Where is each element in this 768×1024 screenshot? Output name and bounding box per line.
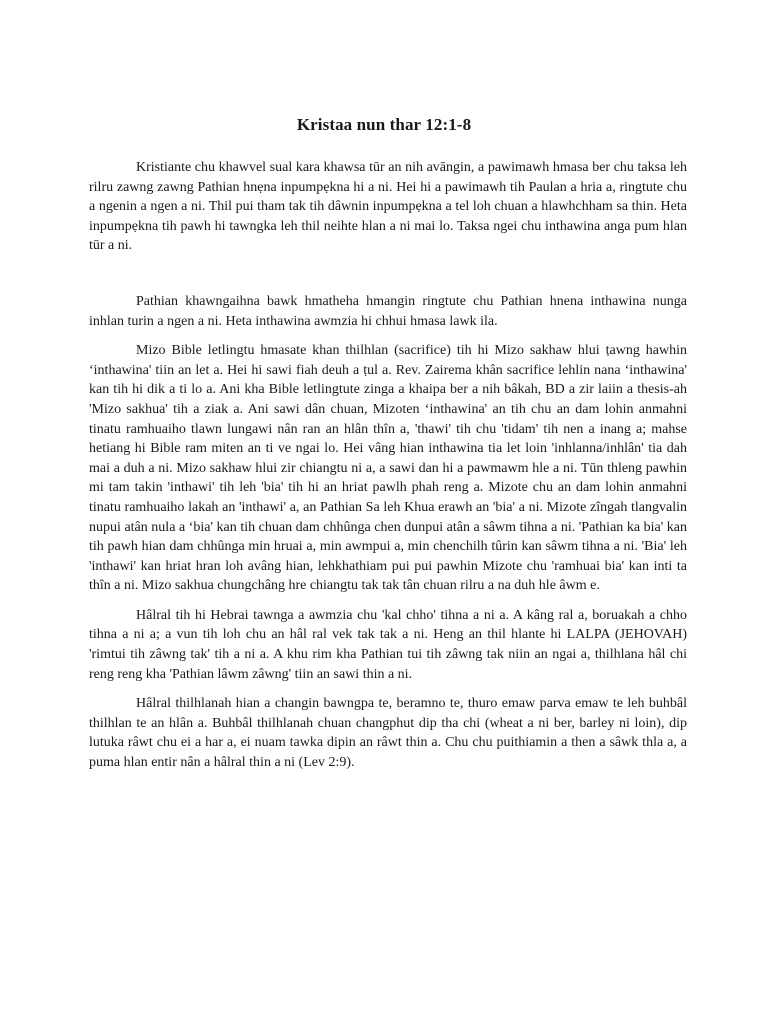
paragraph-5: Hâlral thilhlanah hian a changin bawngpa te, beramno te, thuro emaw parva emaw te leh buhbâl thilhlan te an hlân a. Buhbâl thilhlanah chuan changphut dip tha chi (wheat a ni ber, barley ni loin), dip lutuka râwt chu ei a har a, ei nuam tawka dipin an râwt thin a. Chu chu puithiamin a then a sâwk thla a, a puma hlan entir nân a hâlral thin a ni (Lev 2:9). xyxy=(89,696,687,771)
document-title: Kristaa nun thar 12:1-8 xyxy=(296,115,472,134)
paragraph-3: Mizo Bible letlingtu hmasate khan thilhlan (sacrifice) tih hi Mizo sakhaw hlui ṭawng hawhin ‘inthawina' tiin an let a. Hei hi sawi fiah deuh a ṭul a. Rev. Zairema khân sacrifice lehlin nana ‘inthawina' kan tih hi dik a ti lo a. Ani kha Bible letlingtute zinga a khaipa ber a nih bâkah, BD a zir laiin a thesis-ah 'Mizo sakhua' tih a ziak a. Ani sawi dân chuan, Mizoten ‘inthawina' an tih chu an dam lohin anmahni tinatu ramhuaiho tlawn lungawi nân ran an hlân thîn a, 'thawi' tih chu 'tidam' tih nen a inang a; mahse hetiang hi Bible ram miten an ti ve ngai lo. Hei vâng hian inthawina tia let loin 'inhlanna/inhlân' tia dah mai a duh a ni. Mizo sakhaw hlui zir chiangtu ni a, a sawi dan hi a pawmawm hle a ni. Tūn thleng pawhin mi tam takin 'inthawi' tih leh 'bia' tih hi an hriat pawlh phah reng a. Mizote chu an dam lohin anmahni tinatu ramhuaiho lakah an 'inthawi' a, an Pathian Sa leh Khua erawh an 'bia' a ni. Mizote zîngah tlangvalin nupui atân nula a ‘bia' kan tih chuan dam chhûnga chen dunpui atân a sâwm tihna a ni. 'Pathian ka bia' kan tih pawh hian dam chhûnga min hruai a, min awmpui a, min chenchilh tûrin kan sâwm tihna a ni. 'Bia' leh 'inthawi' kan hriat hran loh avâng hian, lehkhathiam pui pui pawhin Mizote chu 'ramhuai bia' kan inti ta thîn a ni. Mizo sakhua chungchâng hre chiangtu tak tak tân chuan rilru a na duh hle âwm e. xyxy=(89,343,687,594)
paragraph-1: Kristiante chu khawvel sual kara khawsa tūr an nih avāngin, a pawimawh hmasa ber chu taksa leh rilru zawng zawng Pathian hnẹna inpumpẹkna hi a ni. Hei hi a pawimawh tih Paulan a hria a, ringtute chu a ngenin a ngen a ni. Thil pui tham tak tih dâwnin inpumpẹkna a tel loh chuan a hlawhchham sa thin. Heta inpumpẹkna tih pawh hi tawngka leh thil neihte hlan a ni mai lo. Taksa ngei chu inthawina anga pum hlan tūr a ni. xyxy=(89,160,687,254)
paragraph-2: Pathian khawngaihna bawk hmatheha hmangin ringtute chu Pathian hnena inthawina nunga inhlan turin a ngen a ni. Heta inthawina awmzia hi chhui hmasa lawk ila. xyxy=(89,293,687,329)
paragraph-4: Hâlral tih hi Hebrai tawnga a awmzia chu 'kal chho' tihna a ni a. A kâng ral a, boruakah a chho tihna a ni a; a vun tih loh chu an hâl ral vek tak tak a ni. Heng an thil hlante hi LALPA (JEHOVAH) 'rimtui tih zâwng tak' tih a ni a. A khu rim kha Pathian tui tih zâwng tak niin an ngai a, thilhlana hâl chi reng reng kha 'Pathian lâwm zâwng' tiin an sawi thin a ni. xyxy=(89,607,687,682)
document-body xyxy=(89,158,687,773)
